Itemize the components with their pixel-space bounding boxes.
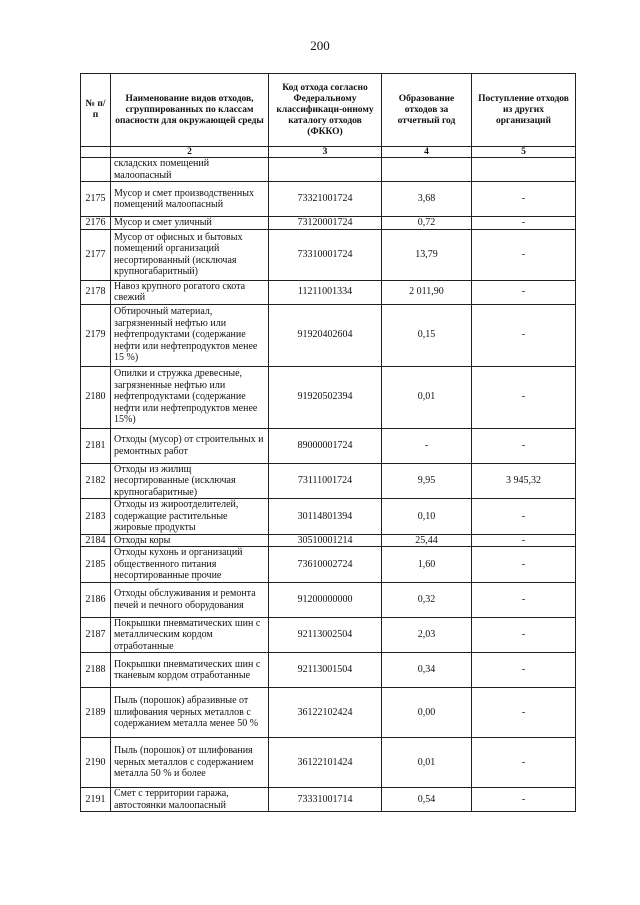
fkko-code-cell: 91920402604 <box>269 304 382 366</box>
row-number-cell: 2190 <box>81 738 111 788</box>
received-amount-cell: - <box>472 653 576 688</box>
fkko-code-cell: 73610002724 <box>269 547 382 583</box>
table-row <box>81 217 576 230</box>
row-number-cell: 2176 <box>81 217 111 230</box>
received-amount-cell: - <box>472 499 576 535</box>
generated-amount-cell: 2 011,90 <box>382 280 472 304</box>
received-amount-cell: - <box>472 617 576 653</box>
table-row <box>81 582 576 617</box>
received-amount-cell: - <box>472 229 576 280</box>
row-number-cell <box>81 158 111 182</box>
fkko-code-cell: 30510001214 <box>269 534 382 547</box>
fkko-code-cell: 30114801394 <box>269 499 382 535</box>
generated-amount-cell: 0,01 <box>382 738 472 788</box>
received-amount-cell: - <box>472 428 576 463</box>
column-number: 4 <box>382 147 472 158</box>
received-amount-cell: 3 945,32 <box>472 463 576 499</box>
received-amount-cell: - <box>472 788 576 812</box>
table-row <box>81 280 576 304</box>
waste-name-cell: Обтирочный материал, загрязненный нефтью или нефтепродуктами (содержание нефти или нефтепродуктов менее 15 %) <box>111 304 269 366</box>
row-number-cell: 2182 <box>81 463 111 499</box>
fkko-code-cell: 36122102424 <box>269 688 382 738</box>
fkko-code-cell: 73331001714 <box>269 788 382 812</box>
fkko-code-cell: 91920502394 <box>269 366 382 428</box>
waste-name-cell: складских помещений малоопасный <box>111 158 269 182</box>
generated-amount-cell <box>382 158 472 182</box>
table-body <box>81 158 576 812</box>
waste-name-cell: Отходы кухонь и организаций общественного питания несортированные прочие <box>111 547 269 583</box>
column-number: 5 <box>472 147 576 158</box>
received-amount-cell: - <box>472 534 576 547</box>
row-number-cell: 2181 <box>81 428 111 463</box>
row-number-cell: 2183 <box>81 499 111 535</box>
generated-amount-cell: 0,54 <box>382 788 472 812</box>
row-number-cell: 2185 <box>81 547 111 583</box>
column-number: 3 <box>269 147 382 158</box>
generated-amount-cell: 0,15 <box>382 304 472 366</box>
waste-name-cell: Пыль (порошок) от шлифования черных металлов с содержанием металла 50 % и более <box>111 738 269 788</box>
table-row <box>81 653 576 688</box>
waste-name-cell: Смет с территории гаража, автостоянки малоопасный <box>111 788 269 812</box>
received-amount-cell: - <box>472 738 576 788</box>
waste-name-cell: Опилки и стружка древесные, загрязненные нефтью или нефтепродуктами (содержание нефти или нефтепродуктов менее 15%) <box>111 366 269 428</box>
waste-name-cell: Отходы (мусор) от строительных и ремонтных работ <box>111 428 269 463</box>
generated-amount-cell: 0,00 <box>382 688 472 738</box>
generated-amount-cell: 2,03 <box>382 617 472 653</box>
table-row <box>81 182 576 217</box>
generated-amount-cell: 0,01 <box>382 366 472 428</box>
table-header-row <box>81 74 576 147</box>
waste-table <box>80 73 576 812</box>
received-amount-cell: - <box>472 182 576 217</box>
waste-name-cell: Покрышки пневматических шин с металлическим кордом отработанные <box>111 617 269 653</box>
table-row <box>81 158 576 182</box>
generated-amount-cell: 1,60 <box>382 547 472 583</box>
table-row <box>81 499 576 535</box>
row-number-cell: 2191 <box>81 788 111 812</box>
table-row <box>81 534 576 547</box>
received-amount-cell <box>472 158 576 182</box>
table-row <box>81 688 576 738</box>
waste-name-cell: Отходы коры <box>111 534 269 547</box>
fkko-code-cell: 73321001724 <box>269 182 382 217</box>
generated-amount-cell: 25,44 <box>382 534 472 547</box>
row-number-cell: 2187 <box>81 617 111 653</box>
received-amount-cell: - <box>472 547 576 583</box>
header-generated: Образование отходов за отчетный год <box>382 74 472 147</box>
table-row <box>81 463 576 499</box>
page-number: 200 <box>310 38 330 53</box>
received-amount-cell: - <box>472 280 576 304</box>
received-amount-cell: - <box>472 582 576 617</box>
waste-name-cell: Покрышки пневматических шин с тканевым кордом отработанные <box>111 653 269 688</box>
row-number-cell: 2179 <box>81 304 111 366</box>
column-number <box>81 147 111 158</box>
waste-name-cell: Отходы из жилищ несортированные (исключая крупногабаритные) <box>111 463 269 499</box>
generated-amount-cell: 0,10 <box>382 499 472 535</box>
generated-amount-cell: 9,95 <box>382 463 472 499</box>
received-amount-cell: - <box>472 366 576 428</box>
fkko-code-cell: 36122101424 <box>269 738 382 788</box>
header-received: Поступление отходов из других организаций <box>472 74 576 147</box>
waste-name-cell: Мусор и смет производственных помещений малоопасный <box>111 182 269 217</box>
received-amount-cell: - <box>472 217 576 230</box>
header-fkko-code: Код отхода согласно Федеральному классификаци-онному каталогу отходов (ФККО) <box>269 74 382 147</box>
fkko-code-cell: 73120001724 <box>269 217 382 230</box>
column-number: 2 <box>111 147 269 158</box>
row-number-cell: 2177 <box>81 229 111 280</box>
row-number-cell: 2189 <box>81 688 111 738</box>
table-row <box>81 617 576 653</box>
waste-name-cell: Навоз крупного рогатого скота свежий <box>111 280 269 304</box>
fkko-code-cell: 92113001504 <box>269 653 382 688</box>
waste-name-cell: Пыль (порошок) абразивные от шлифования черных металлов с содержанием металла менее 50 % <box>111 688 269 738</box>
generated-amount-cell: - <box>382 428 472 463</box>
header-row-number: № п/п <box>81 74 111 147</box>
row-number-cell: 2178 <box>81 280 111 304</box>
waste-name-cell: Мусор и смет уличный <box>111 217 269 230</box>
header-waste-name: Наименование видов отходов, сгруппированных по классам опасности для окружающей среды <box>111 74 269 147</box>
table-row <box>81 304 576 366</box>
table-row <box>81 428 576 463</box>
row-number-cell: 2184 <box>81 534 111 547</box>
generated-amount-cell: 0,32 <box>382 582 472 617</box>
table-row <box>81 229 576 280</box>
generated-amount-cell: 0,72 <box>382 217 472 230</box>
generated-amount-cell: 3,68 <box>382 182 472 217</box>
fkko-code-cell: 89000001724 <box>269 428 382 463</box>
table-row <box>81 366 576 428</box>
fkko-code-cell: 73310001724 <box>269 229 382 280</box>
generated-amount-cell: 0,34 <box>382 653 472 688</box>
received-amount-cell: - <box>472 304 576 366</box>
row-number-cell: 2180 <box>81 366 111 428</box>
waste-name-cell: Отходы обслуживания и ремонта печей и печного оборудования <box>111 582 269 617</box>
fkko-code-cell: 92113002504 <box>269 617 382 653</box>
row-number-cell: 2186 <box>81 582 111 617</box>
row-number-cell: 2188 <box>81 653 111 688</box>
fkko-code-cell <box>269 158 382 182</box>
generated-amount-cell: 13,79 <box>382 229 472 280</box>
fkko-code-cell: 91200000000 <box>269 582 382 617</box>
fkko-code-cell: 73111001724 <box>269 463 382 499</box>
table-row <box>81 738 576 788</box>
column-number-row <box>81 147 576 158</box>
received-amount-cell: - <box>472 688 576 738</box>
table-row <box>81 547 576 583</box>
waste-name-cell: Мусор от офисных и бытовых помещений организаций несортированный (исключая крупногабаритный) <box>111 229 269 280</box>
table-row <box>81 788 576 812</box>
fkko-code-cell: 11211001334 <box>269 280 382 304</box>
waste-name-cell: Отходы из жироотделителей, содержащие растительные жировые продукты <box>111 499 269 535</box>
row-number-cell: 2175 <box>81 182 111 217</box>
